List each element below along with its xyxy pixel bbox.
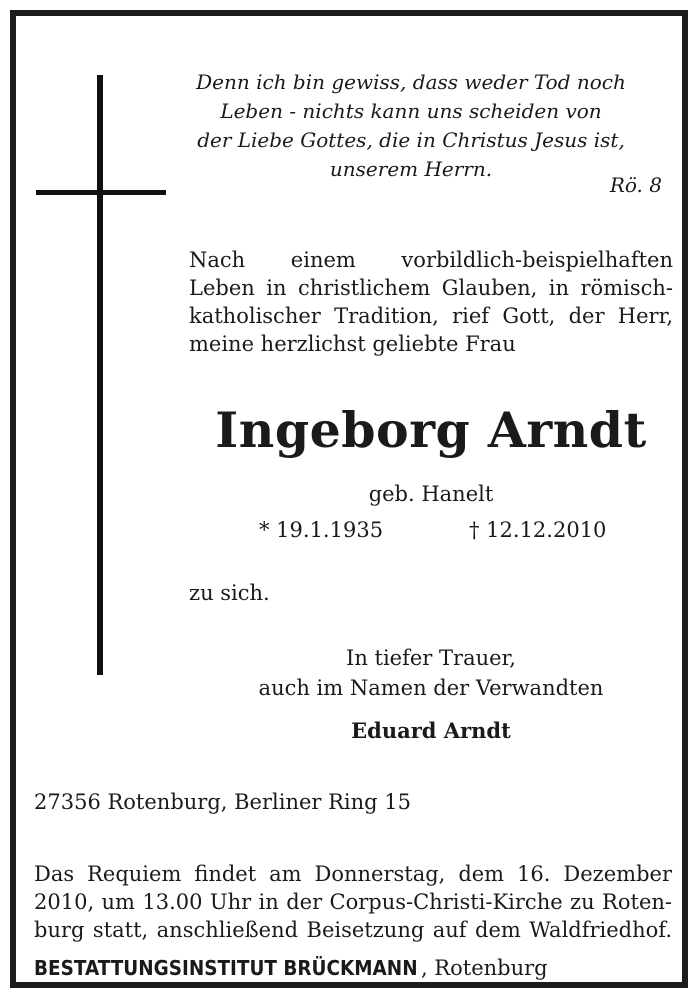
funeral-home-name: BESTATTUNGSINSTITUT BRÜCKMANN (34, 956, 418, 980)
deceased-name: Ingeborg Arndt (215, 401, 647, 459)
funeral-home-footer (34, 956, 548, 980)
closing-intro: zu sich. (189, 581, 270, 605)
bible-verse (186, 68, 636, 184)
intro-paragraph (189, 246, 673, 358)
verse-reference: Rö. 8 (609, 173, 662, 197)
mourning-line: In tiefer Trauer, (346, 646, 516, 670)
verse-line: Denn ich bin gewiss, dass weder Tod noch (196, 70, 626, 94)
intro-line: meine herzlichst geliebte Frau (189, 332, 516, 356)
intro-line: katholischer Tradition, rief Gott, der Herr, (189, 304, 673, 328)
requiem-notice (34, 860, 672, 944)
death-date: † 12.12.2010 (469, 518, 607, 542)
funeral-home-city: , Rotenburg (420, 956, 548, 980)
requiem-line: Das Requiem findet am Donnerstag, dem 16. Dezember (34, 862, 672, 886)
requiem-line: 2010, um 13.00 Uhr in der Corpus-Christi-Kirche zu Roten- (34, 890, 672, 914)
verse-line: Leben - nichts kann uns scheiden von (220, 99, 602, 123)
obituary-frame (10, 10, 688, 988)
intro-line: Nach einem vorbildlich-beispielhaften (189, 248, 673, 272)
address: 27356 Rotenburg, Berliner Ring 15 (34, 790, 412, 814)
verse-line: der Liebe Gottes, die in Christus Jesus ist, (197, 128, 625, 152)
birth-date: * 19.1.1935 (259, 518, 384, 542)
birth-name: geb. Hanelt (368, 482, 494, 506)
signer-name: Eduard Arndt (351, 718, 511, 743)
mourning-text (156, 643, 698, 703)
mourning-line: auch im Namen der Verwandten (258, 676, 604, 700)
cross-horizontal-bar (36, 190, 166, 195)
intro-line: Leben in christlichem Glauben, in römisch- (189, 276, 673, 300)
cross-vertical-bar (97, 75, 103, 675)
verse-line: unserem Herrn. (329, 157, 493, 181)
requiem-line: burg statt, anschließend Beisetzung auf dem Waldfriedhof. (34, 918, 672, 942)
